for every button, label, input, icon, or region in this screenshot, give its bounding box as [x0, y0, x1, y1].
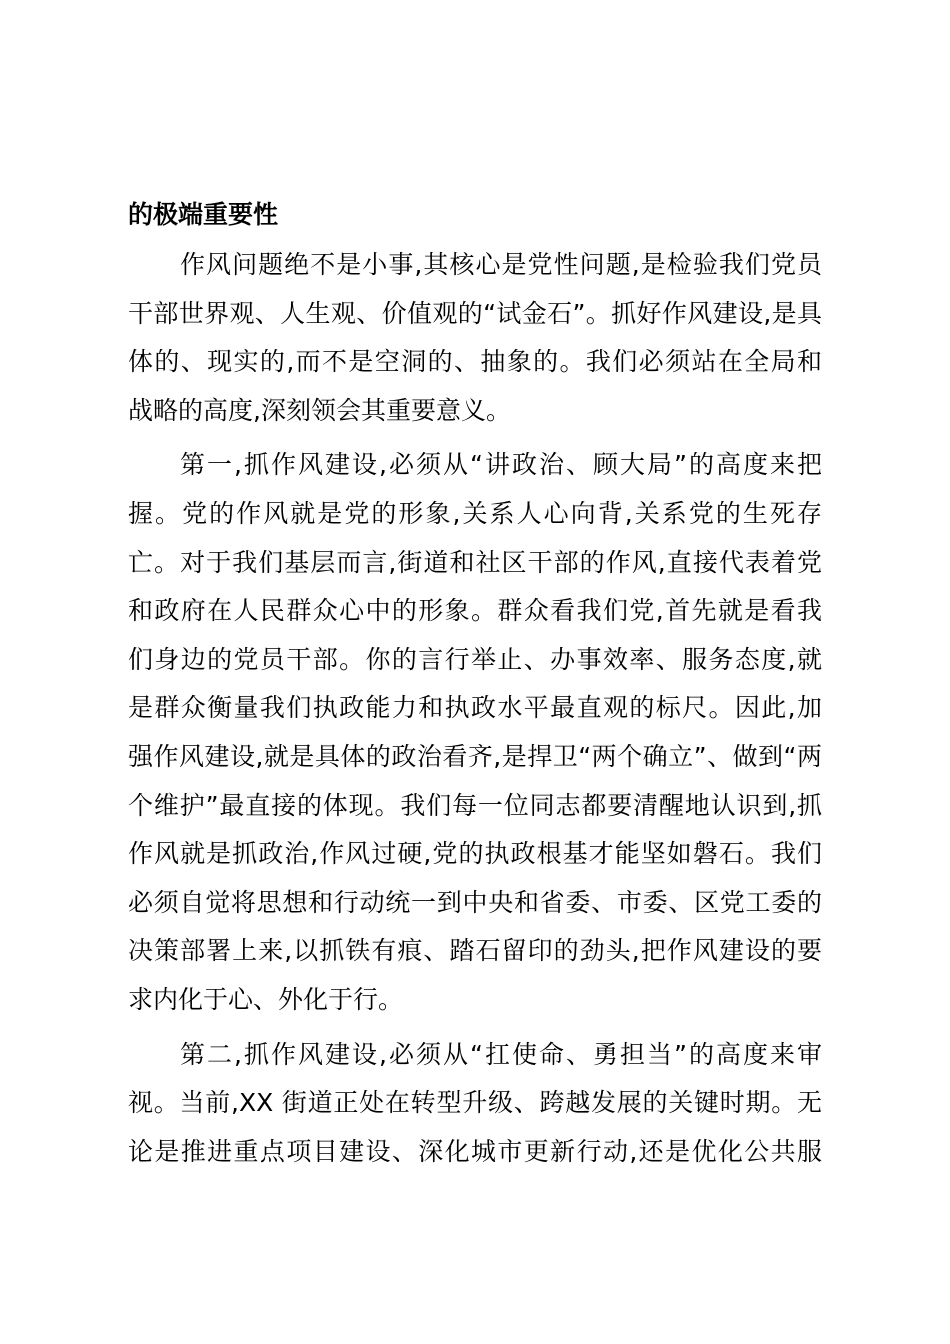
- text-line: 论是推进重点项目建设、深化城市更新行动,还是优化公共服: [128, 1136, 822, 1166]
- paragraph-intro: [128, 241, 822, 435]
- text-line: 强作风建设,就是具体的政治看齐,是捍卫“两个确立”、做到“两: [128, 741, 822, 771]
- text-line: 视。当前,XX 街道正处在转型升级、跨越发展的关键时期。无: [128, 1088, 822, 1118]
- text-line: 干部世界观、人生观、价值观的“试金石”。抓好作风建设,是具: [128, 298, 822, 328]
- paragraph-second-point: [128, 1031, 822, 1177]
- text-line: 决策部署上来,以抓铁有痕、踏石留印的劲头,把作风建设的要: [128, 936, 822, 966]
- text-line: 是群众衡量我们执政能力和执政水平最直观的标尺。因此,加: [128, 693, 822, 723]
- text-line: 们身边的党员干部。你的言行举止、办事效率、服务态度,就: [128, 644, 822, 674]
- document-page: [128, 191, 822, 1182]
- text-line: 求内化于心、外化于行。: [128, 984, 404, 1014]
- text-line: 握。党的作风就是党的形象,关系人心向背,关系党的生死存: [128, 498, 822, 528]
- text-line: 作风问题绝不是小事,其核心是党性问题,是检验我们党员: [180, 250, 822, 279]
- text-line: 必须自觉将思想和行动统一到中央和省委、市委、区党工委的: [128, 887, 822, 917]
- text-line: 体的、现实的,而不是空洞的、抽象的。我们必须站在全局和: [128, 347, 822, 377]
- paragraph-first-point: [128, 441, 822, 1024]
- text-line: 第二,抓作风建设,必须从“扛使命、勇担当”的高度来审: [180, 1039, 822, 1069]
- text-line: 和政府在人民群众心中的形象。群众看我们党,首先就是看我: [128, 596, 822, 626]
- text-line: 作风就是抓政治,作风过硬,党的执政根基才能坚如磐石。我们: [128, 839, 822, 869]
- section-heading: 的极端重要性: [128, 200, 279, 229]
- text-line: 亡。对于我们基层而言,街道和社区干部的作风,直接代表着党: [128, 547, 822, 577]
- text-line: 第一,抓作风建设,必须从“讲政治、顾大局”的高度来把: [180, 450, 822, 480]
- text-line: 个维护”最直接的体现。我们每一位同志都要清醒地认识到,抓: [128, 790, 822, 820]
- text-line: 战略的高度,深刻领会其重要意义。: [128, 395, 511, 425]
